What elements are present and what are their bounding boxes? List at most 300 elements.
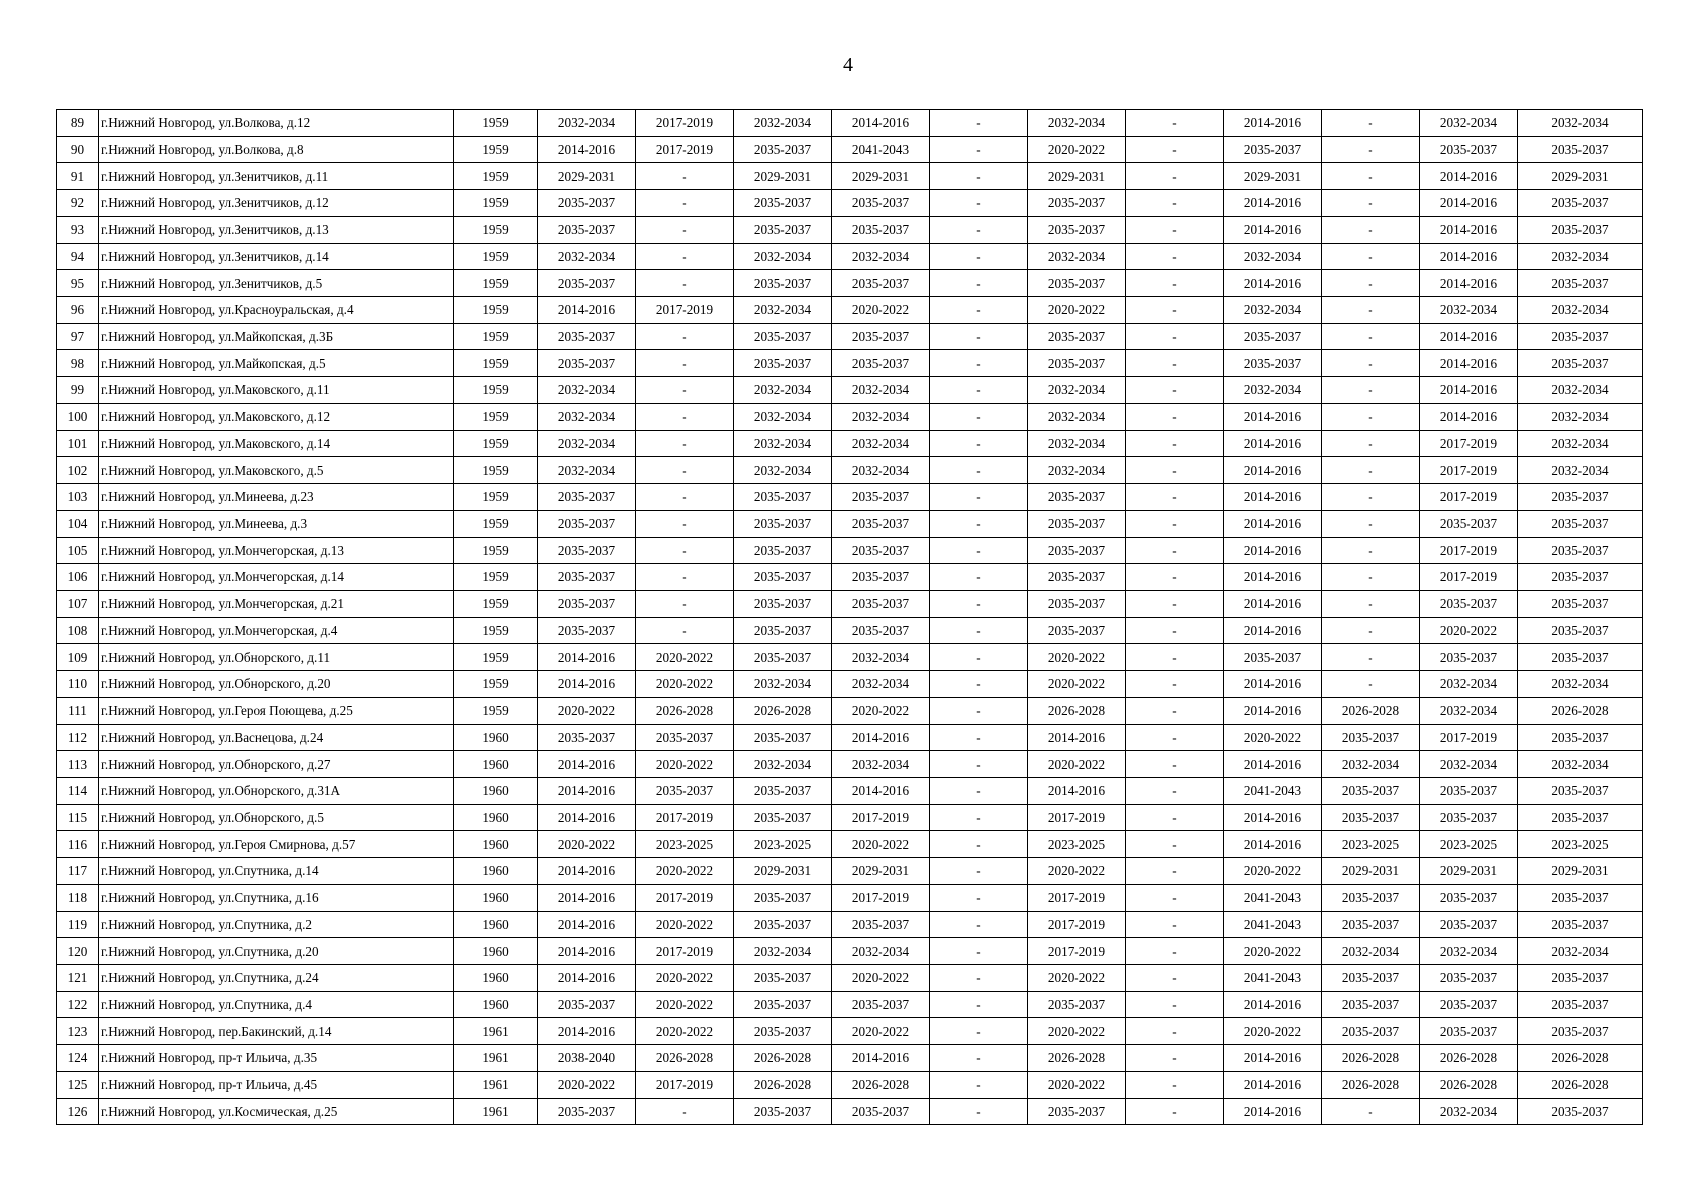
row-number-cell: 103 [57,484,99,511]
row-number-cell: 117 [57,858,99,885]
period-cell: 2035-2037 [1518,617,1643,644]
period-cell: - [1126,457,1224,484]
year-cell: 1961 [454,1098,538,1125]
period-cell: 2014-2016 [1224,697,1322,724]
year-cell: 1960 [454,751,538,778]
period-cell: - [930,751,1028,778]
period-cell: 2035-2037 [1518,777,1643,804]
period-cell: 2035-2037 [832,510,930,537]
period-cell: 2014-2016 [1224,270,1322,297]
table-row [57,297,1643,324]
period-cell: 2014-2016 [1224,564,1322,591]
period-cell: 2032-2034 [1518,457,1643,484]
period-cell: 2035-2037 [1518,991,1643,1018]
row-number-cell: 99 [57,377,99,404]
period-cell: 2035-2037 [1028,537,1126,564]
period-cell: 2035-2037 [734,1018,832,1045]
period-cell: - [1126,430,1224,457]
period-cell: - [930,323,1028,350]
address-cell: г.Нижний Новгород, ул.Спутника, д.16 [99,884,454,911]
year-cell: 1959 [454,163,538,190]
period-cell: 2017-2019 [636,1071,734,1098]
table-row [57,777,1643,804]
period-cell: 2014-2016 [1420,403,1518,430]
row-number-cell: 97 [57,323,99,350]
period-cell: 2032-2034 [832,403,930,430]
period-cell: 2029-2031 [734,858,832,885]
address-cell: г.Нижний Новгород, ул.Минеева, д.3 [99,510,454,537]
period-cell: - [1322,190,1420,217]
period-cell: 2032-2034 [1518,377,1643,404]
period-cell: 2020-2022 [1224,858,1322,885]
period-cell: 2026-2028 [734,697,832,724]
period-cell: 2035-2037 [1518,965,1643,992]
period-cell: 2014-2016 [538,858,636,885]
period-cell: 2023-2025 [734,831,832,858]
period-cell: 2035-2037 [832,991,930,1018]
address-cell: г.Нижний Новгород, ул.Мончегорская, д.13 [99,537,454,564]
row-number-cell: 105 [57,537,99,564]
period-cell: - [1322,136,1420,163]
period-cell: 2014-2016 [538,136,636,163]
table-row [57,991,1643,1018]
period-cell: 2020-2022 [1224,1018,1322,1045]
table-row [57,858,1643,885]
year-cell: 1959 [454,697,538,724]
period-cell: 2014-2016 [1224,804,1322,831]
period-cell: - [1126,243,1224,270]
period-cell: - [1126,804,1224,831]
period-cell: 2026-2028 [1518,697,1643,724]
period-cell: 2029-2031 [1518,858,1643,885]
period-cell: 2020-2022 [832,831,930,858]
period-cell: 2014-2016 [1224,510,1322,537]
period-cell: 2035-2037 [832,350,930,377]
period-cell: - [636,190,734,217]
period-cell: 2014-2016 [538,884,636,911]
period-cell: - [1322,243,1420,270]
address-cell: г.Нижний Новгород, ул.Спутника, д.24 [99,965,454,992]
period-cell: - [930,938,1028,965]
period-cell: 2035-2037 [538,216,636,243]
period-cell: - [636,270,734,297]
period-cell: 2035-2037 [832,323,930,350]
period-cell: 2014-2016 [1420,216,1518,243]
period-cell: - [1126,216,1224,243]
period-cell: 2032-2034 [734,110,832,137]
period-cell: - [636,617,734,644]
period-cell: 2029-2031 [832,858,930,885]
year-cell: 1960 [454,724,538,751]
period-cell: 2035-2037 [1518,323,1643,350]
table-row [57,484,1643,511]
table-row [57,1018,1643,1045]
period-cell: - [930,804,1028,831]
address-cell: г.Нижний Новгород, ул.Зенитчиков, д.13 [99,216,454,243]
period-cell: - [1126,1045,1224,1072]
period-cell: 2038-2040 [538,1045,636,1072]
period-cell: 2032-2034 [832,644,930,671]
period-cell: - [930,216,1028,243]
table-row [57,965,1643,992]
period-cell: - [636,457,734,484]
period-cell: 2035-2037 [1322,965,1420,992]
row-number-cell: 109 [57,644,99,671]
period-cell: - [1322,163,1420,190]
period-cell: - [1126,1071,1224,1098]
period-cell: 2017-2019 [1028,911,1126,938]
period-cell: 2035-2037 [1420,510,1518,537]
period-cell: - [930,1018,1028,1045]
table-row [57,804,1643,831]
period-cell: 2014-2016 [1224,831,1322,858]
period-cell: 2035-2037 [1322,777,1420,804]
period-cell: - [930,377,1028,404]
address-cell: г.Нижний Новгород, пер.Бакинский, д.14 [99,1018,454,1045]
period-cell: 2035-2037 [1518,564,1643,591]
period-cell: - [930,1098,1028,1125]
period-cell: 2014-2016 [1420,350,1518,377]
period-cell: - [1126,163,1224,190]
period-cell: 2020-2022 [538,697,636,724]
period-cell: - [1126,350,1224,377]
period-cell: 2014-2016 [1224,457,1322,484]
period-cell: 2035-2037 [832,537,930,564]
address-cell: г.Нижний Новгород, ул.Героя Смирнова, д.57 [99,831,454,858]
period-cell: 2026-2028 [636,697,734,724]
period-cell: - [1126,1018,1224,1045]
period-cell: 2032-2034 [734,938,832,965]
address-cell: г.Нижний Новгород, ул.Зенитчиков, д.12 [99,190,454,217]
address-cell: г.Нижний Новгород, ул.Волкова, д.8 [99,136,454,163]
period-cell: 2017-2019 [1028,804,1126,831]
period-cell: 2014-2016 [1420,163,1518,190]
period-cell: - [636,430,734,457]
period-cell: 2023-2025 [636,831,734,858]
period-cell: - [1322,403,1420,430]
period-cell: 2014-2016 [538,965,636,992]
period-cell: 2032-2034 [1028,403,1126,430]
period-cell: 2035-2037 [1518,537,1643,564]
period-cell: 2020-2022 [636,751,734,778]
period-cell: 2032-2034 [832,430,930,457]
period-cell: 2020-2022 [636,671,734,698]
table-row [57,1045,1643,1072]
period-cell: 2017-2019 [636,110,734,137]
table-row [57,323,1643,350]
row-number-cell: 106 [57,564,99,591]
period-cell: - [1322,350,1420,377]
period-cell: 2035-2037 [1518,804,1643,831]
period-cell: 2020-2022 [1028,644,1126,671]
period-cell: 2020-2022 [1420,617,1518,644]
period-cell: - [1322,1098,1420,1125]
period-cell: 2017-2019 [1420,457,1518,484]
row-number-cell: 108 [57,617,99,644]
period-cell: - [1126,323,1224,350]
period-cell: 2035-2037 [832,270,930,297]
address-cell: г.Нижний Новгород, ул.Маковского, д.11 [99,377,454,404]
period-cell: 2035-2037 [734,350,832,377]
year-cell: 1959 [454,136,538,163]
period-cell: 2014-2016 [1224,216,1322,243]
address-cell: г.Нижний Новгород, пр-т Ильича, д.35 [99,1045,454,1072]
period-cell: 2032-2034 [1322,938,1420,965]
period-cell: - [930,697,1028,724]
period-cell: 2032-2034 [1322,751,1420,778]
table-row [57,911,1643,938]
period-cell: 2014-2016 [538,644,636,671]
period-cell: 2035-2037 [1224,350,1322,377]
period-cell: 2035-2037 [734,644,832,671]
period-cell: 2023-2025 [1518,831,1643,858]
year-cell: 1959 [454,484,538,511]
period-cell: 2026-2028 [636,1045,734,1072]
period-cell: 2032-2034 [1028,430,1126,457]
period-cell: 2035-2037 [1028,617,1126,644]
period-cell: - [930,430,1028,457]
period-cell: - [930,1071,1028,1098]
period-cell: 2014-2016 [1420,190,1518,217]
period-cell: - [636,243,734,270]
period-cell: - [930,831,1028,858]
period-cell: 2035-2037 [538,1098,636,1125]
row-number-cell: 94 [57,243,99,270]
period-cell: 2035-2037 [1420,136,1518,163]
period-cell: 2035-2037 [1420,911,1518,938]
period-cell: - [1126,403,1224,430]
period-cell: 2032-2034 [1224,243,1322,270]
period-cell: 2026-2028 [1028,1045,1126,1072]
table-row [57,831,1643,858]
period-cell: 2032-2034 [1420,938,1518,965]
row-number-cell: 93 [57,216,99,243]
period-cell: 2020-2022 [1224,724,1322,751]
period-cell: 2032-2034 [1028,243,1126,270]
period-cell: 2020-2022 [1028,136,1126,163]
period-cell: 2035-2037 [1518,350,1643,377]
address-cell: г.Нижний Новгород, ул.Маковского, д.14 [99,430,454,457]
period-cell: - [1126,831,1224,858]
period-cell: 2017-2019 [636,938,734,965]
period-cell: 2032-2034 [538,110,636,137]
period-cell: 2035-2037 [538,991,636,1018]
row-number-cell: 110 [57,671,99,698]
row-number-cell: 107 [57,590,99,617]
period-cell: 2026-2028 [1322,697,1420,724]
period-cell: - [1322,564,1420,591]
period-cell: 2032-2034 [832,671,930,698]
period-cell: 2032-2034 [734,457,832,484]
period-cell: 2035-2037 [1518,1018,1643,1045]
period-cell: - [930,564,1028,591]
period-cell: - [930,110,1028,137]
period-cell: - [636,377,734,404]
period-cell: 2026-2028 [1518,1071,1643,1098]
table-row [57,510,1643,537]
period-cell: 2035-2037 [1322,991,1420,1018]
period-cell: 2032-2034 [538,403,636,430]
period-cell: 2032-2034 [1518,671,1643,698]
table-row [57,537,1643,564]
period-cell: 2035-2037 [1322,884,1420,911]
period-cell: 2032-2034 [1420,697,1518,724]
period-cell: 2017-2019 [1028,938,1126,965]
period-cell: 2035-2037 [1028,564,1126,591]
row-number-cell: 102 [57,457,99,484]
row-number-cell: 95 [57,270,99,297]
address-cell: г.Нижний Новгород, ул.Маковского, д.12 [99,403,454,430]
row-number-cell: 104 [57,510,99,537]
period-cell: 2020-2022 [538,831,636,858]
period-cell: 2035-2037 [1028,991,1126,1018]
address-cell: г.Нижний Новгород, ул.Спутника, д.20 [99,938,454,965]
period-cell: 2035-2037 [734,270,832,297]
period-cell: 2014-2016 [1224,110,1322,137]
period-cell: 2029-2031 [1028,163,1126,190]
period-cell: - [636,350,734,377]
year-cell: 1959 [454,564,538,591]
row-number-cell: 123 [57,1018,99,1045]
period-cell: - [1126,297,1224,324]
schedule-table-body [57,110,1643,1125]
table-row [57,163,1643,190]
period-cell: 2020-2022 [832,297,930,324]
table-row [57,430,1643,457]
row-number-cell: 126 [57,1098,99,1125]
period-cell: - [930,484,1028,511]
period-cell: 2035-2037 [1420,590,1518,617]
period-cell: - [930,617,1028,644]
table-row [57,697,1643,724]
period-cell: 2020-2022 [636,858,734,885]
table-row [57,110,1643,137]
period-cell: 2014-2016 [1224,751,1322,778]
period-cell: 2014-2016 [1224,1071,1322,1098]
period-cell: 2017-2019 [636,804,734,831]
period-cell: 2032-2034 [1028,110,1126,137]
address-cell: г.Нижний Новгород, ул.Космическая, д.25 [99,1098,454,1125]
period-cell: - [930,644,1028,671]
year-cell: 1960 [454,831,538,858]
period-cell: 2032-2034 [734,430,832,457]
period-cell: - [930,1045,1028,1072]
period-cell: 2032-2034 [538,457,636,484]
period-cell: 2035-2037 [1028,323,1126,350]
period-cell: 2035-2037 [734,323,832,350]
period-cell: 2035-2037 [538,590,636,617]
year-cell: 1960 [454,884,538,911]
period-cell: 2026-2028 [1322,1071,1420,1098]
period-cell: - [1126,190,1224,217]
period-cell: 2014-2016 [832,724,930,751]
period-cell: 2035-2037 [832,617,930,644]
period-cell: 2035-2037 [1028,190,1126,217]
period-cell: 2029-2031 [734,163,832,190]
period-cell: - [636,564,734,591]
period-cell: - [930,911,1028,938]
period-cell: - [1126,965,1224,992]
period-cell: 2032-2034 [1224,297,1322,324]
period-cell: - [930,403,1028,430]
period-cell: - [1126,377,1224,404]
period-cell: 2032-2034 [1420,751,1518,778]
period-cell: 2020-2022 [636,965,734,992]
address-cell: г.Нижний Новгород, ул.Майкопская, д.3Б [99,323,454,350]
address-cell: г.Нижний Новгород, ул.Обнорского, д.11 [99,644,454,671]
period-cell: - [930,163,1028,190]
period-cell: 2029-2031 [1420,858,1518,885]
period-cell: 2035-2037 [538,323,636,350]
period-cell: 2035-2037 [538,270,636,297]
period-cell: 2035-2037 [1322,804,1420,831]
year-cell: 1959 [454,671,538,698]
period-cell: 2017-2019 [636,136,734,163]
period-cell: 2041-2043 [1224,884,1322,911]
period-cell: 2014-2016 [538,751,636,778]
period-cell: 2023-2025 [1322,831,1420,858]
period-cell: 2035-2037 [538,510,636,537]
period-cell: - [930,457,1028,484]
period-cell: 2020-2022 [832,697,930,724]
period-cell: 2032-2034 [734,243,832,270]
period-cell: 2020-2022 [832,965,930,992]
period-cell: 2020-2022 [1028,297,1126,324]
period-cell: 2014-2016 [1224,590,1322,617]
period-cell: 2035-2037 [1028,216,1126,243]
period-cell: 2014-2016 [1224,991,1322,1018]
period-cell: 2020-2022 [636,991,734,1018]
address-cell: г.Нижний Новгород, ул.Зенитчиков, д.14 [99,243,454,270]
year-cell: 1960 [454,938,538,965]
period-cell: 2035-2037 [1518,136,1643,163]
period-cell: 2014-2016 [1224,430,1322,457]
period-cell: 2020-2022 [538,1071,636,1098]
period-cell: 2032-2034 [1420,671,1518,698]
period-cell: 2035-2037 [734,777,832,804]
address-cell: г.Нижний Новгород, ул.Майкопская, д.5 [99,350,454,377]
period-cell: 2032-2034 [1518,751,1643,778]
period-cell: 2014-2016 [832,1045,930,1072]
period-cell: - [1126,671,1224,698]
period-cell: 2032-2034 [832,243,930,270]
period-cell: 2032-2034 [734,751,832,778]
period-cell: - [1322,297,1420,324]
period-cell: - [1322,457,1420,484]
address-cell: г.Нижний Новгород, ул.Обнорского, д.20 [99,671,454,698]
period-cell: 2035-2037 [734,617,832,644]
period-cell: 2035-2037 [1518,1098,1643,1125]
period-cell: 2014-2016 [1028,777,1126,804]
period-cell: 2020-2022 [1028,751,1126,778]
period-cell: 2035-2037 [734,510,832,537]
period-cell: 2020-2022 [1028,965,1126,992]
period-cell: 2032-2034 [538,377,636,404]
address-cell: г.Нижний Новгород, ул.Зенитчиков, д.11 [99,163,454,190]
period-cell: 2014-2016 [538,777,636,804]
period-cell: 2017-2019 [636,297,734,324]
period-cell: 2035-2037 [1224,136,1322,163]
period-cell: 2017-2019 [1420,484,1518,511]
row-number-cell: 116 [57,831,99,858]
period-cell: 2014-2016 [1420,243,1518,270]
period-cell: 2023-2025 [1420,831,1518,858]
period-cell: 2035-2037 [538,564,636,591]
table-row [57,403,1643,430]
period-cell: 2026-2028 [832,1071,930,1098]
period-cell: 2035-2037 [1028,590,1126,617]
period-cell: 2035-2037 [1518,216,1643,243]
